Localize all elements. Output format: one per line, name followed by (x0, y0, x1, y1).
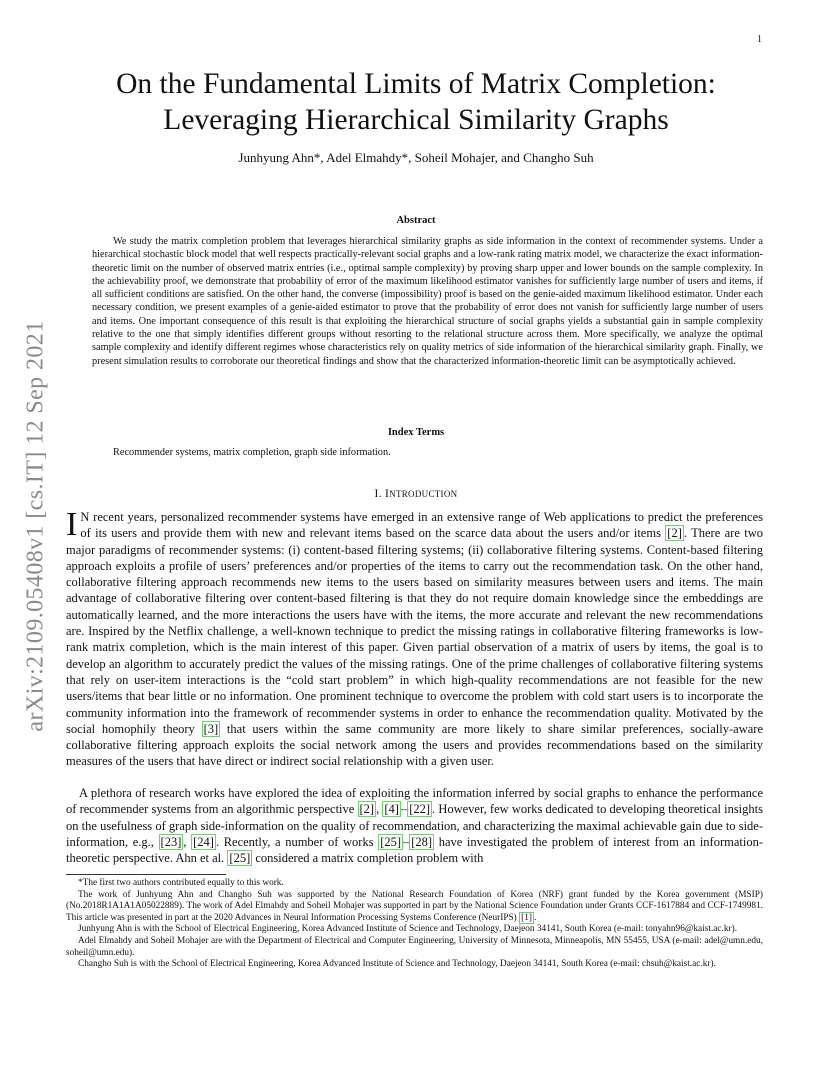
citation-link[interactable]: [22] (409, 802, 431, 817)
index-terms-text: Recommender systems, matrix completion, graph side information. (113, 447, 391, 458)
intro-p2-text-a: A plethora of research works have explored the idea of exploiting the information inferred by social graphs to enhance the performance of recommender systems from an algorithmic perspective (66, 786, 763, 817)
abstract-heading: Abstract (396, 215, 436, 226)
citation-range-dash: – (400, 802, 408, 817)
citation-link[interactable]: [24] (193, 834, 214, 849)
citation-range-dash: – (403, 834, 410, 849)
intro-paragraph-2 (66, 785, 763, 866)
footnote-affiliation-ahn: Junhyung Ahn is with the School of Electrical Engineering, Korea Advanced Institute of Science and Technology, Daejeon 34141, South Korea (e-mail: tonyahn96@kaist.ac.kr). (78, 924, 738, 935)
citation-link[interactable]: [28] (411, 834, 433, 849)
title-line-2: Leveraging Hierarchical Similarity Graphs (163, 104, 669, 136)
citation-link[interactable]: [3] (203, 721, 219, 736)
footnote-equal-contribution: *The first two authors contributed equally to this work. (78, 878, 284, 888)
citation-link[interactable]: [2] (667, 526, 682, 541)
intro-p2-text-e: considered a matrix completion problem with (252, 851, 484, 866)
intro-p1-text-a: N recent years, personalized recommender systems have emerged in an extensive range of Web applications to predict the preferences of its users and provide them with new and relevant items based on the scarce data about the users and/or items (80, 510, 763, 541)
title-line-1: On the Fundamental Limits of Matrix Completion: (116, 68, 716, 100)
citation-link[interactable]: [2] (359, 802, 375, 817)
intro-p2-text-d: have investigated the problem of interest from an information-theoretic perspective. Ahn et al. (66, 834, 763, 866)
intro-p2-text-c: . Recently, a number of works (215, 834, 379, 849)
citation-link[interactable]: [23] (160, 834, 182, 849)
footnotes (66, 878, 763, 971)
citation-separator: , (183, 834, 192, 849)
abstract-text: We study the matrix completion problem that leverages hierarchical similarity graphs as side information in the context of recommender systems. Under a hierarchical stochastic block model that well respects practically-relevant social graphs and a low-rank rating matrix model, we characterize the exact information-theoretic limit on the number of observed matrix entries (i.e., optimal sample complexity) by proving sharp upper and lower bounds on the sample complexity. In the achievability proof, we demonstrate that probability of error of the maximum likelihood estimator vanishes for sufficiently large number of users and items, if all sufficient conditions are satisfied. On the other hand, the converse (impossibility) proof is based on the genie-aided maximum likelihood estimator. Under each necessary condition, we present examples of a genie-aided estimator to prove that the probability of error does not vanish for sufficiently large number of users and items. One important consequence of this result is that exploiting the hierarchical structure of social graphs yields a substantial gain in sample complexity relative to the one that simply identifies different groups without resorting to the relational structure across them. More specifically, we analyze the optimal sample complexity and identify different regimes whose characteristics rely on quality metrics of side information of the hierarchical similarity graph. Finally, we present simulation results to corroborate our theoretical findings and show that the characterized information-theoretic limit can be asymptotically achieved. (92, 236, 764, 367)
intro-p1-text-b: . There are two major paradigms of recommender systems: (i) content-based filtering systems; (ii) collaborative filtering systems. Content-based filtering approach exploits a profile of users’ preferences and/or properties of the items to carry out the recommendation task. On the other hand, collaborative filtering approach recommends new items to the users based on similarity measures between users and items. The main advantage of collaborative filtering over content-based filtering is that they do not require domain knowledge since the embeddings are automatically learned, and the more interactions the users have with the items, the more accurate and relevant the new recommendations are. Inspired by the Netflix challenge, a well-known technique to predict the missing ratings in collaborative filtering frameworks is low-rank matrix completion, which is the main interest of this paper. Given partial observation of a matrix of users by items, the goal is to develop an algorithm to accurately predict the values of the missing ratings. One of the prime challenges of collaborative filtering systems that rely on user-item interactions is the “cold start problem” in which high-quality recommendations are not feasible for the new users/items that bear little or no information. One prominent technique to overcome the problem with cold start users is to incorporate the community information into the framework of recommender systems in order to enhance the recommendation quality. Motivated by the social homophily theory (66, 526, 763, 736)
drop-cap: I (66, 506, 78, 543)
section-heading-introduction (66, 488, 766, 500)
footnote-divider (66, 874, 226, 875)
paper-title (66, 66, 766, 138)
author-list: Junhyung Ahn*, Adel Elmahdy*, Soheil Mohajer, and Changho Suh (238, 150, 594, 165)
intro-p2-text-b: . However, few works dedicated to developing theoretical insights on the usefulness of graph side-information on the quality of recommendation, and characterizing the maximal achievable gain due to side-information, e.g., (66, 802, 763, 849)
footnote-affiliation-suh: Changho Suh is with the School of Electrical Engineering, Korea Advanced Institute of Science and Technology, Daejeon 34141, South Korea (e-mail: chsuh@kaist.ac.kr). (78, 959, 716, 970)
citation-link[interactable]: [4] (384, 802, 399, 817)
page-number: 1 (757, 34, 762, 45)
intro-paragraph-1 (66, 506, 764, 770)
intro-p1-text-c: that users within the same community are more likely to share similar preferences, socially-aware collaborative filtering approach exploits the social network among the users and provides recommendations based on the similarity measures of the users that have direct or indirect social relationship with a given user. (66, 721, 764, 769)
footnote-funding-text: The work of Junhyung Ahn and Changho Suh was supported by the National Research Foundation of Korea (NRF) grant funded by the Korea government (MSIP) (No.2018R1A1A1A05022889). The work of Adel Elmahdy and Soheil Mohajer was supported in part by the National Science Foundation under Grants CCF-1617884 and CCF-1749981. This article was presented in part at the 2020 Advances in Neural Information Processing Systems Conference (NeurIPS) (66, 889, 763, 923)
footnote-affiliation-elmahdy-mohajer: Adel Elmahdy and Soheil Mohajer are with the Department of Electrical and Computer Engineering, University of Minnesota, Minneapolis, MN 55455, USA (e-mail: adel@umn.edu, soheil@umn.edu). (66, 935, 763, 958)
arxiv-identifier: arXiv:2109.05408v1 [cs.IT] 12 Sep 2021 (22, 320, 49, 732)
citation-link[interactable]: [25] (380, 834, 402, 849)
section-name: NTRODUCTION (389, 489, 458, 499)
footnote-funding (66, 890, 763, 925)
footnote-funding-end: . (533, 912, 537, 923)
index-terms-heading: Index Terms (387, 427, 445, 438)
citation-link[interactable]: [25] (229, 851, 251, 866)
citation-link[interactable]: [1] (521, 912, 532, 923)
section-numeral: I. I (374, 488, 390, 500)
citation-separator: , (376, 802, 383, 817)
